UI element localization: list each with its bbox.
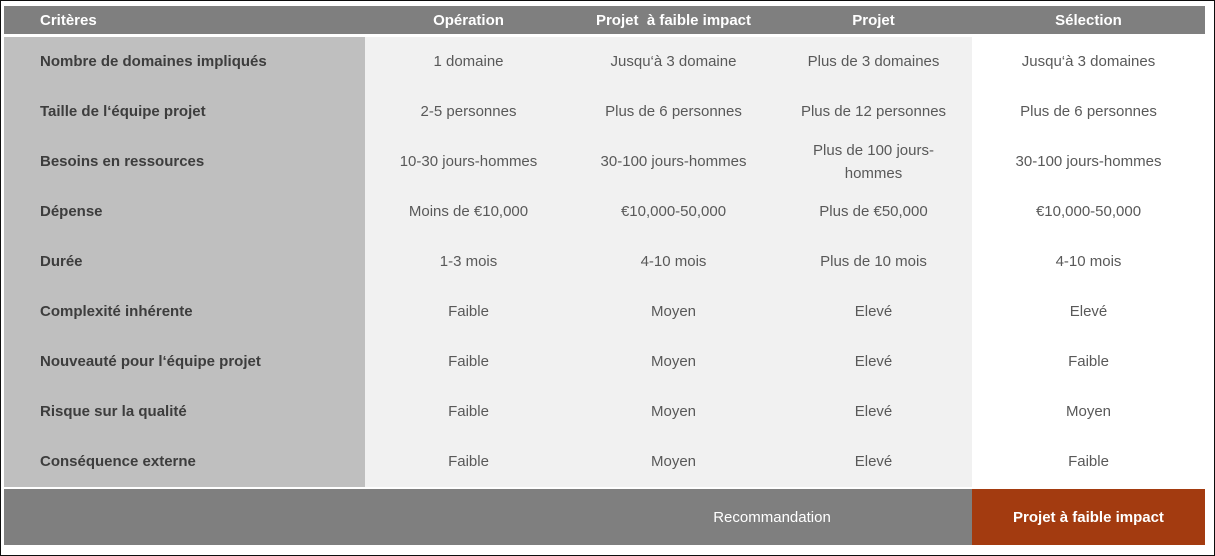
cell-projet: Plus de €50,000 xyxy=(775,187,972,237)
cell-operation: 2-5 personnes xyxy=(365,87,572,137)
table-row xyxy=(4,37,1205,87)
cell-projet-faible-impact: €10,000-50,000 xyxy=(572,187,775,237)
cell-operation: Faible xyxy=(365,437,572,487)
cell-operation: Faible xyxy=(365,387,572,437)
cell-selection: Jusqu‘à 3 domaines xyxy=(972,37,1205,87)
cell-projet: Elevé xyxy=(775,387,972,437)
criteria-label: Dépense xyxy=(4,187,365,237)
cell-projet: Elevé xyxy=(775,337,972,387)
cell-projet-faible-impact: 30-100 jours-hommes xyxy=(572,137,775,187)
criteria-label: Nouveauté pour l‘équipe projet xyxy=(4,337,365,387)
table-row xyxy=(4,287,1205,337)
cell-projet-faible-impact: Moyen xyxy=(572,287,775,337)
cell-operation: 1 domaine xyxy=(365,37,572,87)
cell-projet-faible-impact: Jusqu‘à 3 domaine xyxy=(572,37,775,87)
cell-projet-faible-impact: Moyen xyxy=(572,387,775,437)
cell-operation: 10-30 jours-hommes xyxy=(365,137,572,187)
cell-selection: 30-100 jours-hommes xyxy=(972,137,1205,187)
cell-operation: Moins de €10,000 xyxy=(365,187,572,237)
table-body xyxy=(4,37,1205,487)
cell-operation: Faible xyxy=(365,287,572,337)
table-row xyxy=(4,87,1205,137)
criteria-label: Risque sur la qualité xyxy=(4,387,365,437)
recommendation-label: Recommandation xyxy=(572,489,972,545)
cell-projet: Plus de 3 domaines xyxy=(775,37,972,87)
recommendation-result-badge: Projet à faible impact xyxy=(972,489,1205,545)
cell-selection: Moyen xyxy=(972,387,1205,437)
table-row xyxy=(4,237,1205,287)
criteria-label: Besoins en ressources xyxy=(4,137,365,187)
criteria-label: Conséquence externe xyxy=(4,437,365,487)
cell-selection: Elevé xyxy=(972,287,1205,337)
table-row xyxy=(4,387,1205,437)
column-header-selection: Sélection xyxy=(972,6,1205,34)
cell-selection: Faible xyxy=(972,337,1205,387)
cell-projet: Elevé xyxy=(775,287,972,337)
cell-operation: Faible xyxy=(365,337,572,387)
cell-selection: 4-10 mois xyxy=(972,237,1205,287)
cell-projet: Plus de 100 jours-hommes xyxy=(775,137,972,187)
criteria-label: Nombre de domaines impliqués xyxy=(4,37,365,87)
column-header-criteres: Critères xyxy=(4,6,365,34)
column-header-projet-faible-impact: Projet à faible impact xyxy=(572,6,775,34)
cell-projet: Plus de 12 personnes xyxy=(775,87,972,137)
table-footer-row xyxy=(4,489,1205,545)
cell-operation: 1-3 mois xyxy=(365,237,572,287)
cell-projet: Elevé xyxy=(775,437,972,487)
criteria-label: Durée xyxy=(4,237,365,287)
cell-projet: Plus de 10 mois xyxy=(775,237,972,287)
table-row xyxy=(4,437,1205,487)
table-header-row xyxy=(4,6,1205,34)
column-header-projet: Projet xyxy=(775,6,972,34)
criteria-label: Taille de l‘équipe projet xyxy=(4,87,365,137)
table-row xyxy=(4,337,1205,387)
cell-projet-faible-impact: Moyen xyxy=(572,337,775,387)
criteria-label: Complexité inhérente xyxy=(4,287,365,337)
cell-selection: Faible xyxy=(972,437,1205,487)
cell-selection: €10,000-50,000 xyxy=(972,187,1205,237)
cell-selection: Plus de 6 personnes xyxy=(972,87,1205,137)
cell-projet-faible-impact: Plus de 6 personnes xyxy=(572,87,775,137)
footer-spacer xyxy=(4,489,572,545)
table-row xyxy=(4,187,1205,237)
table-row xyxy=(4,137,1205,187)
cell-projet-faible-impact: Moyen xyxy=(572,437,775,487)
column-header-operation: Opération xyxy=(365,6,572,34)
cell-projet-faible-impact: 4-10 mois xyxy=(572,237,775,287)
